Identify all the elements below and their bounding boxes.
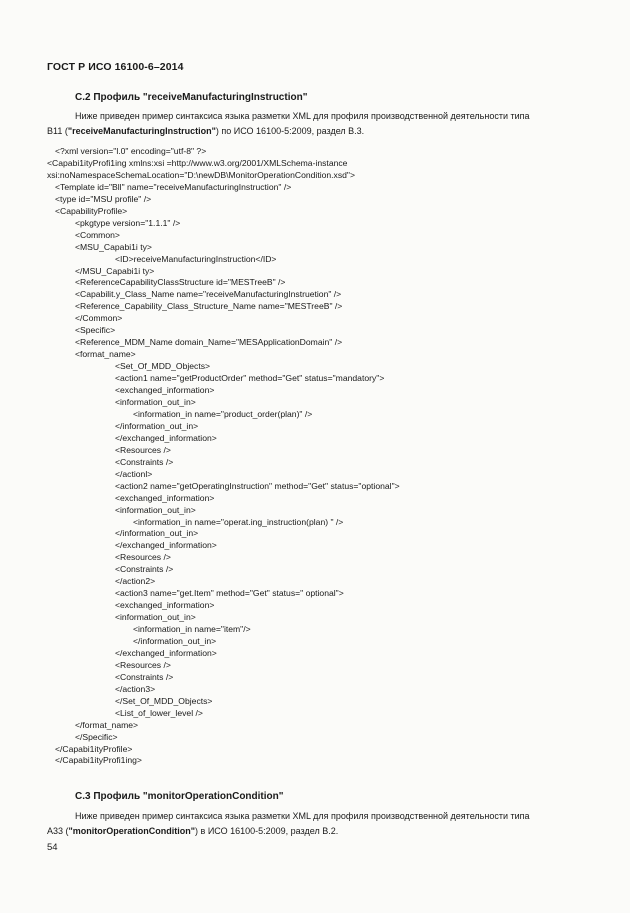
code-line: <Set_Of_MDD_Objects>	[115, 361, 211, 372]
section-heading-c2	[75, 92, 307, 103]
code-line: <List_of_lower_level />	[115, 707, 203, 718]
section-intro-c2	[47, 109, 587, 139]
code-line: </MSU_Capabi1i ty>	[75, 265, 155, 276]
code-line: <?xml version="l.0" encoding="utf-8" ?>	[55, 146, 207, 156]
code-line: <Common>	[75, 229, 120, 240]
intro-line-2-pre: В11 (	[47, 126, 68, 136]
code-line: <information_in name="item"/>	[133, 624, 251, 634]
code-line: <Resources />	[115, 444, 171, 455]
section-heading-prefix: С.3 Профиль	[75, 791, 143, 802]
code-line: <pkgtype version="1.1.1" />	[75, 217, 181, 228]
code-line: <Capabi1ityProfi1ing xmlns:xsi =http://www.w3.org/2001/XMLSchema-instance	[47, 157, 348, 168]
code-line: </exchanged_information>	[115, 432, 217, 443]
code-line: <action2 name="getOperatingInstruction" method="Get" status="optional">	[115, 480, 400, 491]
code-line: </Common>	[75, 313, 123, 324]
code-line: <information_out_in>	[115, 396, 196, 407]
code-line: <action1 name="getProductOrder" method="Get" status="mandatory">	[115, 373, 385, 383]
section-heading-prefix: С.2 Профиль	[75, 92, 143, 103]
intro-line-1: Ниже приведен пример синтаксиса языка разметки XML для профиля производственной деятельности типа	[75, 811, 530, 821]
code-line: <information_in name="product_order(plan)" />	[133, 408, 313, 419]
code-line: <MSU_Capabi1i ty>	[75, 241, 152, 252]
intro-line-2-post: ) в ИСО 16100-5:2009, раздел В.2.	[195, 826, 339, 836]
code-line: <action3 name="get.Item" method="Get" status=" optional">	[115, 588, 344, 599]
intro-line-2-post: ) по ИСО 16100-5:2009, раздел В.3.	[215, 126, 365, 136]
intro-line-2-bold: "monitorOperationCondition"	[68, 826, 196, 836]
code-line: <Resources />	[115, 659, 171, 670]
code-line: <ReferenceCapabilityClassStructure id="MESTreeB" />	[75, 277, 286, 288]
page-header: ГОСТ Р ИСО 16100-6–2014	[47, 61, 184, 73]
code-line: <exchanged_information>	[115, 600, 215, 611]
code-line: <Template id="Bll" name="receiveManufacturingInstruction" />	[55, 181, 292, 192]
code-line: <exchanged_information>	[115, 385, 215, 395]
intro-line-2	[47, 824, 587, 839]
intro-line-2-pre: А33 (	[47, 826, 69, 836]
code-line: <information_in name="operat.ing_instruction(plan) " />	[133, 516, 344, 527]
code-line: <Constraints />	[115, 456, 174, 467]
code-line: </format_name>	[75, 719, 139, 730]
code-line: </information_out_in>	[115, 528, 199, 539]
code-line: </information_out_in>	[115, 420, 199, 431]
code-line: <Capabilit.y_Class_Name name="receiveManufacturingInstruetion" />	[75, 289, 342, 300]
section-heading-name: "monitorOperationCondition"	[142, 791, 284, 802]
code-line: </information_out_in>	[133, 636, 217, 646]
code-line: <ID>receiveManufacturingInstruction</ID>	[115, 253, 277, 264]
code-line: </Specific>	[75, 731, 118, 742]
code-line: </actionl>	[115, 468, 153, 479]
code-line: </action2>	[115, 576, 156, 587]
code-line: </Capabi1ityProfile>	[55, 743, 133, 754]
code-line: <information_out_in>	[115, 612, 196, 622]
code-line: </exchanged_information>	[115, 540, 217, 551]
code-line: <Constraints />	[115, 564, 174, 575]
code-line: <Reference_Capability_Class_Structure_Name name="MESTreeB" />	[75, 301, 343, 312]
code-line: </action3>	[115, 683, 156, 694]
code-line: </exchanged_information>	[115, 647, 217, 658]
section-intro-c3	[47, 809, 587, 839]
code-line: <exchanged_information>	[115, 492, 215, 503]
code-line: <Constraints />	[115, 671, 174, 682]
code-line: <Specific>	[75, 325, 116, 336]
section-heading-name: "receiveManufacturingInstruction"	[142, 92, 308, 103]
intro-line-1: Ниже приведен пример синтаксиса языка разметки XML для профиля производственной деятельности типа	[75, 111, 530, 121]
code-line: <information_out_in>	[115, 504, 196, 515]
code-line: </Set_Of_MDD_Objects>	[115, 695, 213, 706]
code-line: <format_name>	[75, 349, 136, 360]
page-number: 54	[47, 842, 58, 853]
intro-line-2	[47, 124, 587, 139]
code-line: <Resources />	[115, 552, 171, 563]
code-line: </Capabi1ityProfi1ing>	[55, 755, 142, 766]
code-line: xsi:noNamespaceSchemaLocation="D:\newDB\MonitorOperationCondition.xsd">	[47, 169, 355, 180]
intro-line-2-bold: "receiveManufacturingInstruction"	[67, 126, 216, 136]
code-line: <Reference_MDM_Name domain_Name="MESApplicationDomain" />	[75, 337, 343, 348]
code-line: <CapabilityProfile>	[55, 205, 128, 216]
code-line: <type id="MSU profile" />	[55, 193, 152, 204]
section-heading-c3	[75, 791, 284, 802]
